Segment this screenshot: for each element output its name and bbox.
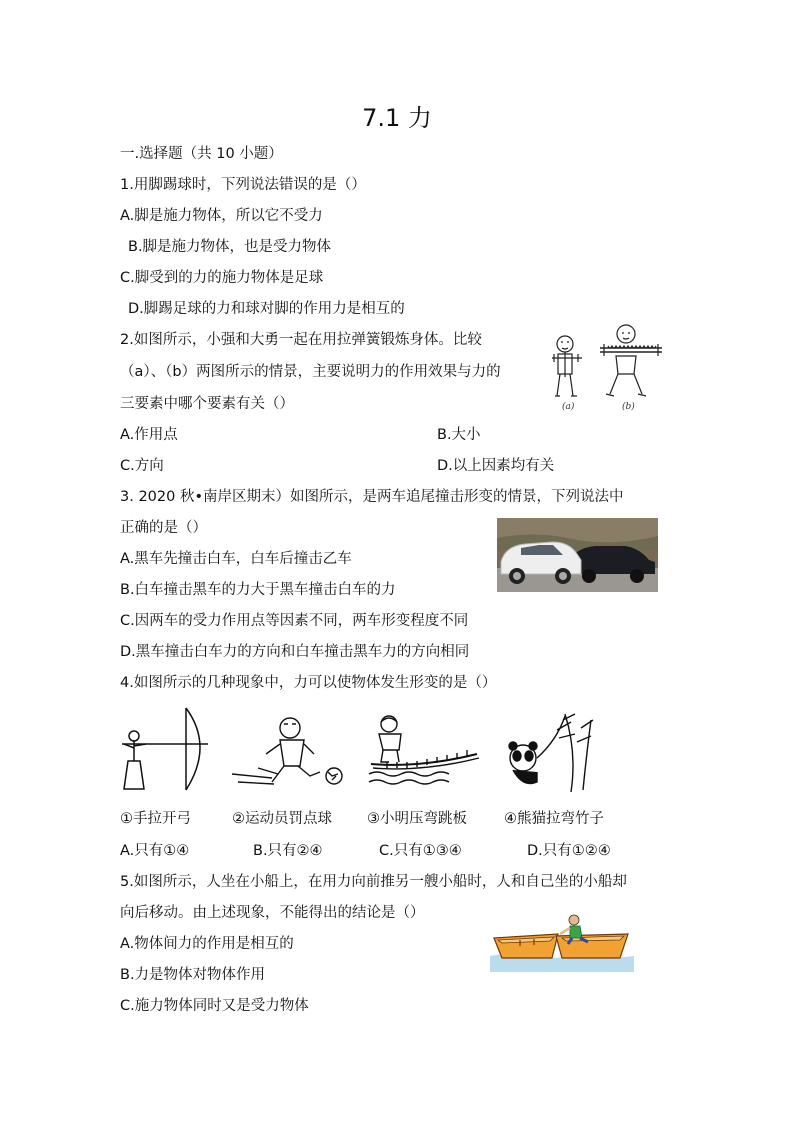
q5-option-a: A.物体间力的作用是相互的 <box>120 936 294 952</box>
soccer-kick-figure <box>228 710 350 792</box>
q2-stem-line3: 三要素中哪个要素有关（） <box>120 396 294 412</box>
q3-option-a: A.黑车先撞击白车，白车后撞击乙车 <box>120 551 352 567</box>
q1-option-c: C.脚受到的力的施力物体是足球 <box>120 270 324 286</box>
q1-option-d: D.脚踢足球的力和球对脚的作用力是相互的 <box>128 301 405 317</box>
q4-caption-4: ④熊猫拉弯竹子 <box>504 811 604 827</box>
q4-caption-1: ①手拉开弓 <box>120 811 191 827</box>
diving-board-figure <box>367 712 481 792</box>
q5-option-c: C.施力物体同时又是受力物体 <box>120 998 309 1014</box>
q4-option-a: A.只有①④ <box>120 843 190 859</box>
q4-option-d: D.只有①②④ <box>527 843 611 859</box>
q2-figure-a-label: (a) <box>562 402 575 412</box>
q4-stem: 4.如图所示的几种现象中，力可以使物体发生形变的是（） <box>120 675 497 691</box>
bow-figure <box>116 706 210 792</box>
q3-stem-line2: 正确的是（） <box>120 520 207 536</box>
page-title: 7.1 力 <box>362 104 432 132</box>
q2-stem-line1: 2.如图所示，小强和大勇一起在用拉弹簧锻炼身体。比较 <box>120 332 482 348</box>
q4-option-b: B.只有②④ <box>253 843 323 859</box>
q4-caption-3: ③小明压弯跳板 <box>367 811 467 827</box>
q3-stem-line1: 3. 2020 秋•南岸区期末）如图所示，是两车追尾撞击形变的情景，下列说法中 <box>120 489 624 505</box>
q2-option-d: D.以上因素均有关 <box>437 458 555 474</box>
q1-option-a: A.脚是施力物体，所以它不受力 <box>120 208 323 224</box>
q2-figure-b-label: (b) <box>622 402 635 412</box>
q2-stem-line2: （a）、（b）两图所示的情景，主要说明力的作用效果与力的 <box>120 364 501 380</box>
panda-bamboo-figure <box>497 712 597 794</box>
section-heading: 一.选择题（共 10 小题） <box>120 146 283 162</box>
q1-option-b: B.脚是施力物体，也是受力物体 <box>128 239 332 255</box>
boats-figure <box>490 912 634 972</box>
q4-caption-2: ②运动员罚点球 <box>232 811 332 827</box>
q4-option-c: C.只有①③④ <box>379 843 462 859</box>
q5-stem-line2: 向后移动。由上述现象，不能得出的结论是（） <box>120 905 425 921</box>
q3-option-b: B.白车撞击黑车的力大于黑车撞击白车的力 <box>120 582 396 598</box>
q5-option-b: B.力是物体对物体作用 <box>120 967 266 983</box>
q3-option-c: C.因两车的受力作用点等因素不同，两车形变程度不同 <box>120 613 469 629</box>
q3-option-d: D.黑车撞击白车力的方向和白车撞击黑车力的方向相同 <box>120 644 470 660</box>
q2-option-b: B.大小 <box>437 427 481 443</box>
q5-stem-line1: 5.如图所示，人坐在小船上，在用力向前推另一艘小船时，人和自己坐的小船却 <box>120 874 627 890</box>
q2-option-a: A.作用点 <box>120 427 178 443</box>
car-collision-photo <box>497 518 658 592</box>
spring-exercise-figure <box>546 322 670 414</box>
q1-stem: 1.用脚踢球时，下列说法错误的是（） <box>120 177 366 193</box>
q2-option-c: C.方向 <box>120 458 164 474</box>
